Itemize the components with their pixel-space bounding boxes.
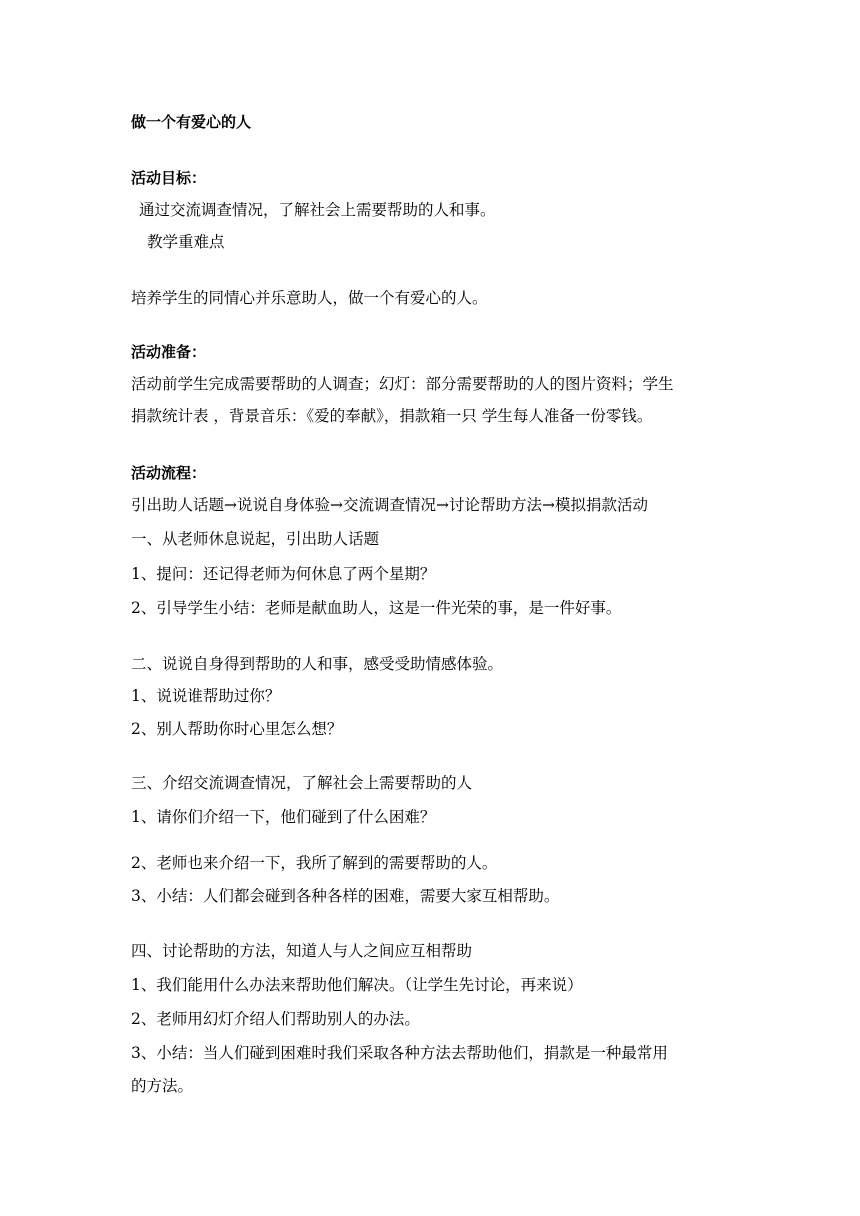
- section-1-item-1: 1、提问：还记得老师为何休息了两个星期？: [131, 565, 436, 583]
- section-2-title: 二、说说自身得到帮助的人和事，感受受助情感体验。: [131, 655, 504, 673]
- section-4-item-2: 2、老师用幻灯介绍人们帮助别人的办法。: [131, 1010, 420, 1028]
- process-flow: 引出助人话题→说说自身体验→交流调查情况→讨论帮助方法→模拟捐款活动: [131, 496, 648, 514]
- difficulty-text: 培养学生的同情心并乐意助人，做一个有爱心的人。: [131, 289, 488, 307]
- section-4-item-3-cont: 的方法。: [131, 1077, 194, 1095]
- section-1-title: 一、从老师休息说起，引出助人话题: [131, 530, 380, 548]
- section-4-item-1: 1、我们能用什么办法来帮助他们解决。（让学生先讨论，再来说）: [131, 976, 583, 994]
- document-title: 做一个有爱心的人: [131, 113, 252, 131]
- section-2-item-1: 1、说说谁帮助过你？: [131, 687, 281, 705]
- section-2-item-2: 2、别人帮助你时心里怎么想？: [131, 720, 343, 738]
- section-1-item-2: 2、引导学生小结：老师是献血助人，这是一件光荣的事，是一件好事。: [131, 599, 622, 617]
- preparation-line-2: 捐款统计表 ，背景音乐：《爱的奉献》，捐款箱一只 学生每人准备一份零钱。: [131, 407, 653, 425]
- section-4-item-3: 3、小结：当人们碰到困难时我们采取各种方法去帮助他们，捐款是一种最常用: [131, 1044, 668, 1062]
- objectives-heading: 活动目标：: [131, 169, 207, 187]
- section-3-item-3: 3、小结：人们都会碰到各种各样的困难，需要大家互相帮助。: [131, 887, 560, 905]
- section-4-title: 四、讨论帮助的方法，知道人与人之间应互相帮助: [131, 942, 473, 960]
- preparation-heading: 活动准备：: [131, 343, 207, 361]
- process-heading: 活动流程：: [131, 464, 207, 482]
- objectives-text: 通过交流调查情况，了解社会上需要帮助的人和事。: [139, 201, 496, 219]
- section-3-title: 三、介绍交流调查情况，了解社会上需要帮助的人: [131, 774, 473, 792]
- preparation-line-1: 活动前学生完成需要帮助的人调查；幻灯：部分需要帮助的人的图片资料；学生: [131, 375, 674, 393]
- section-3-item-2: 2、老师也来介绍一下，我所了解到的需要帮助的人。: [131, 854, 498, 872]
- section-3-item-1: 1、请你们介绍一下，他们碰到了什么困难？: [131, 808, 436, 826]
- difficulty-heading: 教学重难点: [147, 233, 225, 251]
